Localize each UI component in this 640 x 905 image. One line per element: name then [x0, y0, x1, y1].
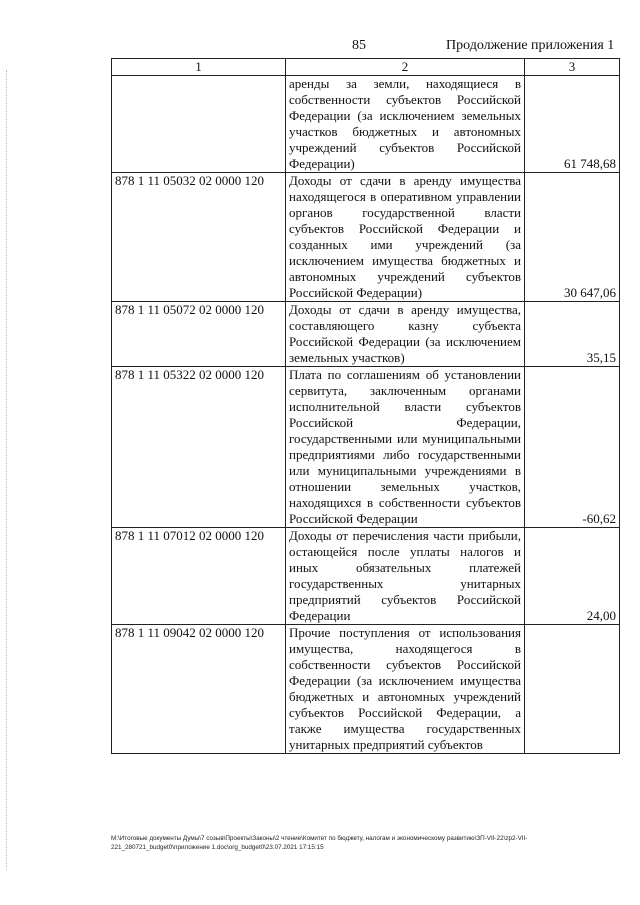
table-row [112, 367, 620, 528]
amount-cell: 35,15 [525, 302, 620, 367]
column-header-3: 3 [525, 59, 620, 76]
column-header-2: 2 [286, 59, 525, 76]
page-number: 85 [352, 38, 366, 53]
amount-cell: 24,00 [525, 528, 620, 625]
amount-cell [525, 625, 620, 754]
description-cell: Плата по соглашениям об установлении сервитута, заключенным органами исполнительной власти субъектов Российской Федерации, государственными или муниципальными предприятиями либо государственными или муниципальными учреждениями в отношении земельных участков, находящихся в собственности субъектов Российской Федерации [286, 367, 525, 528]
table-row [112, 528, 620, 625]
budget-code-cell: 878 1 11 05322 02 0000 120 [112, 367, 286, 528]
amount-cell: -60,62 [525, 367, 620, 528]
continuation-label: Продолжение приложения 1 [446, 38, 615, 53]
budget-code-cell: 878 1 11 09042 02 0000 120 [112, 625, 286, 754]
column-header-1: 1 [112, 59, 286, 76]
description-cell: Доходы от сдачи в аренду имущества, составляющего казну субъекта Российской Федерации (за исключением земельных участков) [286, 302, 525, 367]
budget-code-cell: 878 1 11 07012 02 0000 120 [112, 528, 286, 625]
table-row [112, 625, 620, 754]
amount-cell: 61 748,68 [525, 76, 620, 173]
revenue-table [111, 58, 620, 754]
table-header-row [112, 59, 620, 76]
budget-code-cell: 878 1 11 05072 02 0000 120 [112, 302, 286, 367]
description-cell: Доходы от сдачи в аренду имущества находящегося в оперативном управлении органов государственной власти субъектов Российской Федерации и созданных ими учреждений (за исключением имущества бюджетных и автономных учреждений субъектов Российской Федерации) [286, 173, 525, 302]
document-path-footer: M:\Итоговые документы Думы\7 созыв\Проекты\Законы\2 чтение\Комитет по бюджету, налогам и экономическому развитию\ЗП-VII-22\zp2-VII-221_280721_budget0\приложение 1.doc\org_budget0\23.07.2021 17:15:15 [111, 835, 528, 851]
description-cell: Прочие поступления от использования имущества, находящегося в собственности субъектов Российской Федерации (за исключением имущества бюджетных и автономных учреждений субъектов Российской Федерации, а также имущества государственных унитарных предприятий субъектов [286, 625, 525, 754]
table-row [112, 76, 620, 173]
table-row [112, 302, 620, 367]
scan-edge-marks [6, 70, 8, 870]
amount-cell: 30 647,06 [525, 173, 620, 302]
budget-code-cell: 878 1 11 05032 02 0000 120 [112, 173, 286, 302]
description-cell: Доходы от перечисления части прибыли, остающейся после уплаты налогов и иных обязательных платежей государственных унитарных предприятий субъектов Российской Федерации [286, 528, 525, 625]
table-row [112, 173, 620, 302]
description-cell: аренды за земли, находящиеся в собственности субъектов Российской Федерации (за исключением земельных участков бюджетных и автономных учреждений субъектов Российской Федерации) [286, 76, 525, 173]
budget-code-cell [112, 76, 286, 173]
